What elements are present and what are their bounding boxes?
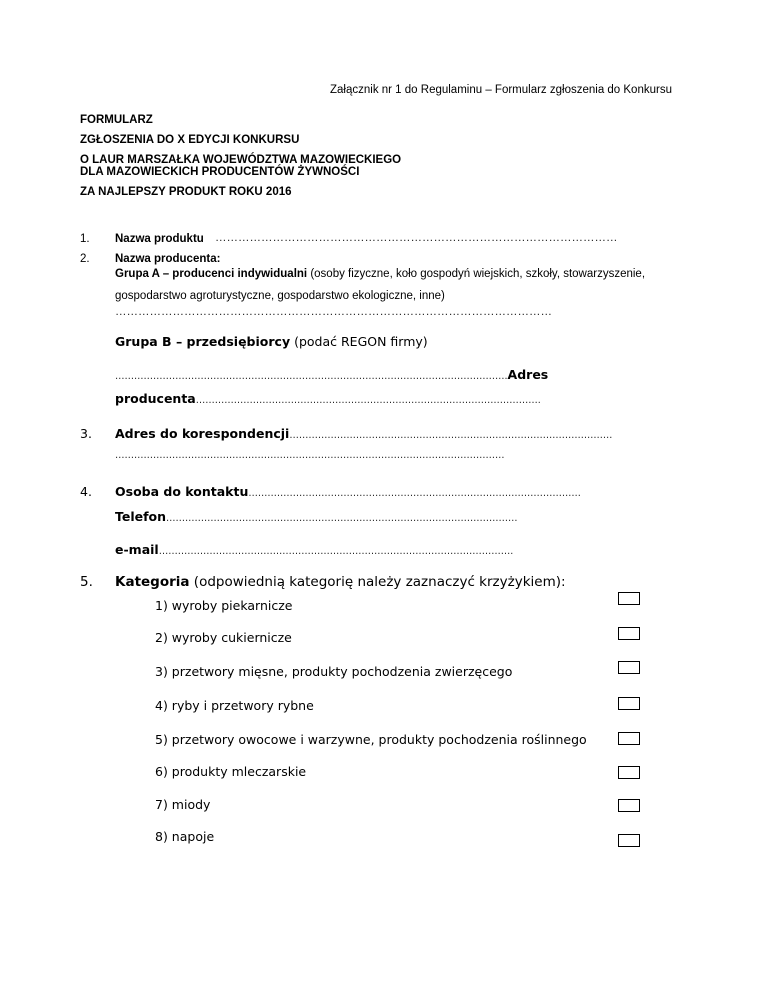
- group-b-description: (podać REGON firmy): [290, 334, 428, 349]
- checkbox-meat[interactable]: [618, 661, 640, 674]
- product-name-label: Nazwa produktu: [115, 233, 204, 245]
- group-a-line: [115, 268, 645, 280]
- annex-note: Załącznik nr 1 do Regulaminu – Formularz zgłoszenia do Konkursu: [330, 84, 672, 96]
- contest-name-line2: DLA MAZOWIECKICH PRODUCENTÓW ŻYWNOŚCI: [80, 166, 360, 178]
- category-line: [115, 574, 566, 590]
- category-item-fish: 4) ryby i przetwory rybne: [155, 698, 314, 713]
- group-b-title: Grupa B – przedsiębiorcy: [115, 334, 291, 349]
- contact-line: [115, 484, 581, 499]
- item-number-2: 2.: [80, 253, 90, 265]
- checkbox-fish[interactable]: [618, 697, 640, 710]
- category-item-meat: 3) przetwory mięsne, produkty pochodzenia zwierzęcego: [155, 664, 513, 679]
- form-title: FORMULARZ: [80, 114, 153, 126]
- phone-field[interactable]: …………………………………………………………………………………………………: [166, 513, 518, 524]
- correspondence-address-label: Adres do korespondencji: [115, 426, 290, 441]
- item-number-5: 5.: [80, 574, 93, 590]
- item-number-3: 3.: [80, 426, 92, 441]
- correspondence-address-field-2[interactable]: ……………………………………………………………………………………………………………: [115, 450, 505, 461]
- producer-address-field[interactable]: ……………………………………………………………………………………………….: [195, 395, 541, 406]
- email-label: e-mail: [115, 542, 159, 557]
- item-number-1: 1.: [80, 233, 90, 245]
- correspondence-address-field[interactable]: …………………………………………………………………………………………: [289, 430, 613, 441]
- producer-address-line: [115, 391, 541, 406]
- group-b-field-line: [115, 367, 548, 382]
- checkbox-bakery[interactable]: [618, 592, 640, 605]
- group-b-field[interactable]: …………………………………………………………………………………………………………….: [115, 371, 508, 382]
- contest-name-line1: O LAUR MARSZAŁKA WOJEWÓDZTWA MAZOWIECKIEGO: [80, 154, 402, 166]
- group-a-title: Grupa A – producenci indywidualni: [115, 268, 308, 280]
- correspondence-line: [115, 426, 612, 441]
- item-number-4: 4.: [80, 484, 92, 499]
- checkbox-honey[interactable]: [618, 799, 640, 812]
- checkbox-confectionery[interactable]: [618, 627, 640, 640]
- category-item-honey: 7) miody: [155, 797, 211, 812]
- phone-label: Telefon: [115, 509, 167, 524]
- producer-name-label: Nazwa producenta:: [115, 253, 221, 265]
- category-item-bakery: 1) wyroby piekarnicze: [155, 598, 293, 613]
- form-subtitle: ZGŁOSZENIA DO X EDYCJI KONKURSU: [80, 134, 300, 146]
- product-name-field[interactable]: ……………………………………………………………………………………………: [215, 232, 618, 244]
- producer-address-label-2: producenta: [115, 391, 196, 406]
- group-a-field[interactable]: ……………………………………………………………………………………………………: [115, 306, 552, 318]
- category-instruction: (odpowiednią kategorię należy zaznaczyć krzyżykiem):: [189, 574, 566, 590]
- category-item-dairy: 6) produkty mleczarskie: [155, 764, 307, 779]
- category-item-beverages: 8) napoje: [155, 829, 215, 844]
- checkbox-fruit-veg[interactable]: [618, 732, 640, 745]
- email-line: [115, 542, 513, 557]
- email-field[interactable]: ………………………………………………………………………………………………….: [158, 546, 514, 557]
- contest-year: ZA NAJLEPSZY PRODUKT ROKU 2016: [80, 186, 292, 198]
- category-label: Kategoria: [115, 574, 190, 590]
- group-b-line: [115, 334, 428, 349]
- contact-person-label: Osoba do kontaktu: [115, 484, 249, 499]
- phone-line: [115, 509, 518, 524]
- checkbox-beverages[interactable]: [618, 834, 640, 847]
- group-a-description: (osoby fizyczne, koło gospodyń wiejskich, szkoły, stowarzyszenie,: [307, 268, 646, 280]
- category-item-confectionery: 2) wyroby cukiernicze: [155, 630, 292, 645]
- contact-person-field[interactable]: ……………………………………………………………………………………………: [248, 488, 581, 499]
- category-item-fruit-veg: 5) przetwory owocowe i warzywne, produkty pochodzenia roślinnego: [155, 732, 587, 747]
- checkbox-dairy[interactable]: [618, 766, 640, 779]
- group-a-description-2: gospodarstwo agroturystyczne, gospodarstwo ekologiczne, inne): [115, 290, 445, 302]
- producer-address-label-1: Adres: [507, 367, 549, 382]
